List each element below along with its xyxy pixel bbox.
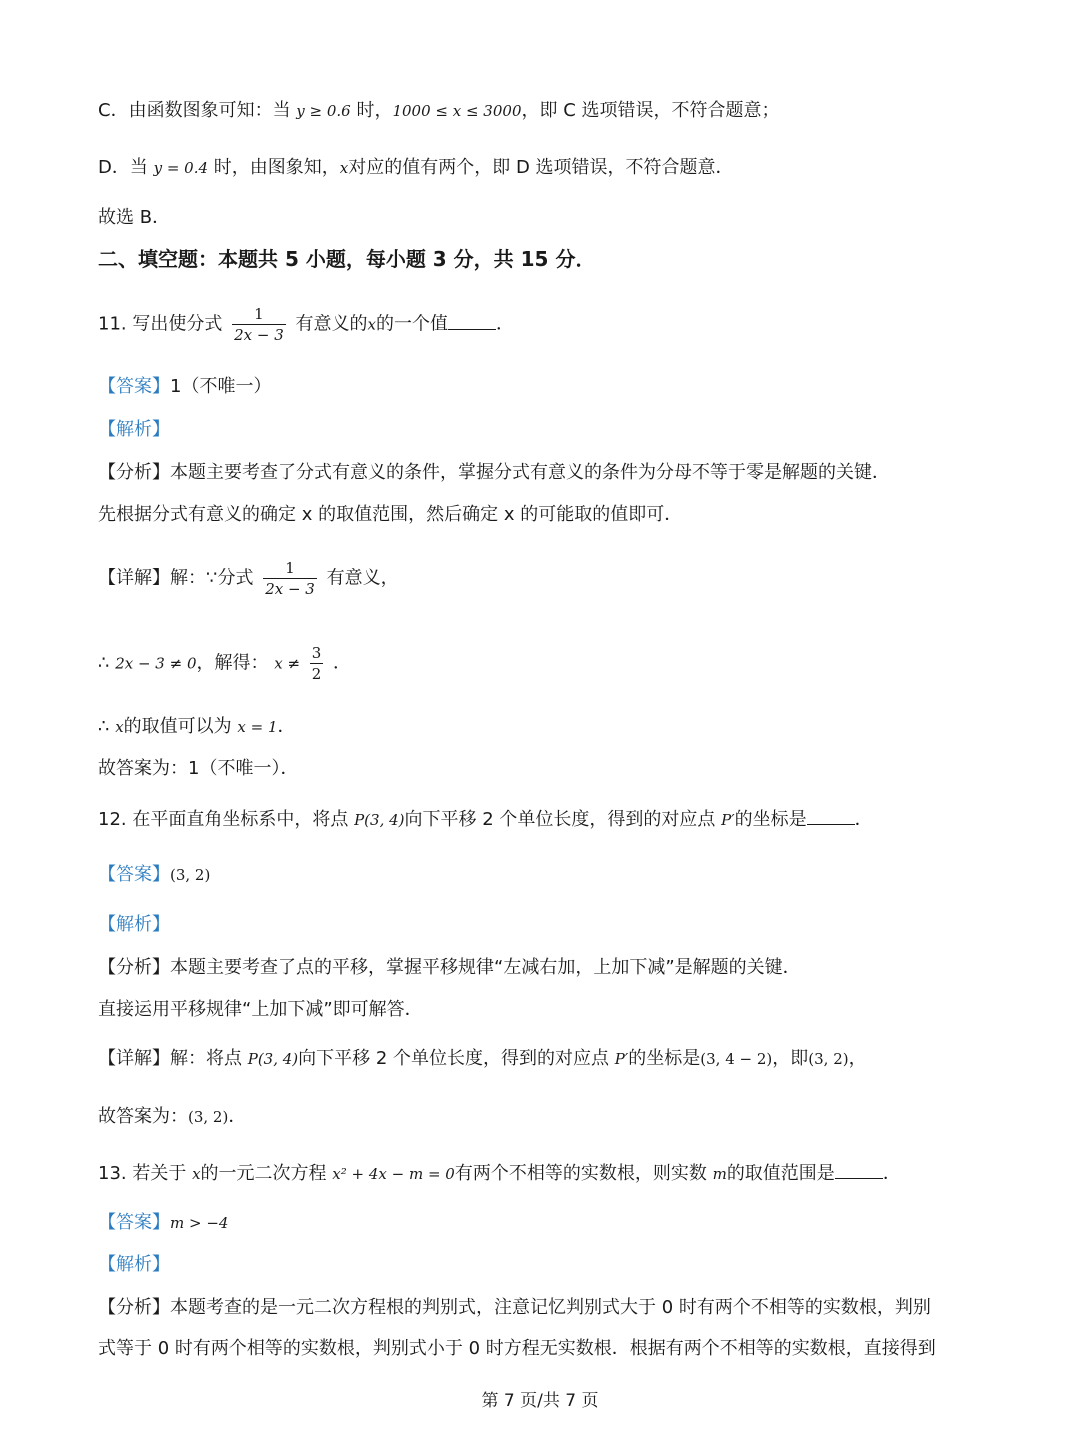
answer-line	[98, 1210, 228, 1236]
math: 1000 ≤ x ≤ 3000	[392, 102, 522, 120]
analysis-line-2: 先根据分式有意义的确定 x 的取值范围，然后确定 x 的可能取的值即可．	[98, 504, 683, 525]
fraction	[310, 643, 324, 684]
math: P(3, 4)	[354, 811, 405, 829]
text: 向下平移 2 个单位长度，得到的对应点	[404, 809, 722, 830]
analysis-tag: 【分析】	[98, 957, 170, 978]
answer-blank	[448, 311, 496, 330]
answer-tag: 【答案】	[98, 1212, 170, 1233]
math: (3, 2)	[188, 1108, 229, 1126]
text: ．	[854, 809, 873, 830]
section-heading: 二、填空题：本题共 5 小题，每小题 3 分，共 15 分．	[98, 247, 596, 271]
math: (3, 4 − 2)	[700, 1050, 773, 1068]
text: ．	[277, 716, 296, 737]
math: x	[115, 718, 124, 736]
analysis-tag: 【分析】	[98, 1297, 170, 1318]
step-1	[98, 643, 351, 684]
option-c-line	[98, 98, 780, 124]
text: 的取值范围是	[726, 1163, 835, 1184]
text: 13. 若关于	[98, 1163, 193, 1184]
text: 的取值可以为	[123, 716, 238, 737]
answer-tag: 【答案】	[98, 376, 170, 397]
fraction	[263, 558, 317, 599]
final-answer: 故答案为：1（不唯一）．	[98, 758, 299, 779]
analysis-line-2: 式等于 0 时有两个相等的实数根，判别式小于 0 时方程无实数根．根据有两个不相等的实数根，直接得到	[98, 1338, 936, 1359]
option-d-line	[98, 155, 734, 181]
question-11	[98, 304, 514, 345]
jiexi-tag: 【解析】	[98, 1254, 170, 1275]
text: 向下平移 2 个单位长度，得到的对应点	[298, 1048, 615, 1069]
text: ∴	[98, 652, 116, 674]
analysis-line	[98, 460, 890, 486]
text: 的坐标是	[628, 1048, 701, 1069]
answer-tag: 【答案】	[98, 864, 170, 885]
detail-tag: 【详解】	[98, 1048, 170, 1069]
answer-line	[98, 374, 271, 400]
text: 的一个值	[375, 313, 448, 335]
answer-text: m > −4	[170, 1214, 229, 1232]
text: ，即 C 选项错误，不符合题意；	[521, 100, 780, 121]
numerator: 1	[285, 559, 295, 577]
math: y = 0.4	[153, 159, 209, 177]
math: x² + 4x − m = 0	[332, 1165, 455, 1183]
text: 故答案为：	[98, 1106, 188, 1127]
analysis-tag: 【分析】	[98, 462, 170, 483]
answer-blank	[807, 806, 855, 825]
math: x	[367, 315, 376, 334]
text: ．	[333, 652, 352, 674]
analysis-text: 本题考查的是一元二次方程根的判别式，注意记忆判别式大于 0 时有两个不相等的实数根，判别	[170, 1297, 931, 1318]
math: y ≥ 0.6	[296, 102, 351, 120]
text: 时，	[350, 100, 393, 121]
answer-text: (3, 2)	[170, 866, 211, 884]
text: 时，由图象知，	[208, 157, 340, 178]
text: C．由函数图象可知：当	[98, 100, 297, 121]
text: 有两个不相等的实数根，则实数	[454, 1163, 713, 1184]
math: P′	[721, 811, 735, 829]
jiexi-tag: 【解析】	[98, 419, 170, 440]
answer-line	[98, 862, 210, 888]
math: m	[712, 1165, 727, 1183]
math: (3, 2)	[808, 1050, 849, 1068]
text: ．	[228, 1106, 247, 1127]
text: 11. 写出使分式	[98, 313, 223, 335]
numerator: 3	[311, 644, 322, 662]
detail-line	[98, 558, 399, 599]
math: P′	[614, 1050, 629, 1068]
numerator: 1	[254, 305, 264, 323]
text: ．	[495, 313, 514, 335]
step-2	[98, 714, 296, 740]
text: ，解得：	[196, 652, 269, 674]
text: ∴	[98, 716, 116, 737]
page-footer: 第 7 页/共 7 页	[481, 1391, 599, 1411]
text: 有意义，	[326, 567, 399, 589]
choose-b-line: 故选 B．	[98, 207, 171, 228]
text: 12. 在平面直角坐标系中，将点	[98, 809, 355, 830]
analysis-line	[98, 1295, 931, 1321]
detail-line	[98, 1046, 867, 1072]
denominator: 2x − 3	[265, 580, 315, 598]
text: 解：∵分式	[170, 567, 254, 589]
analysis-line	[98, 955, 801, 981]
text: ．	[882, 1163, 901, 1184]
answer-blank	[835, 1160, 883, 1179]
answer-text: 1（不唯一）	[170, 376, 272, 397]
question-13	[98, 1160, 901, 1187]
analysis-line-2: 直接运用平移规律“上加下减”即可解答．	[98, 999, 423, 1020]
denominator: 2x − 3	[234, 326, 284, 344]
math: x = 1	[237, 718, 278, 736]
text: 解：将点	[170, 1048, 248, 1069]
jiexi-tag: 【解析】	[98, 914, 170, 935]
text: ，	[848, 1048, 867, 1069]
detail-tag: 【详解】	[98, 567, 170, 589]
text: ，即	[772, 1048, 809, 1069]
analysis-text: 本题主要考查了点的平移，掌握平移规律“左减右加，上加下减”是解题的关键．	[170, 957, 801, 978]
fraction	[232, 304, 286, 345]
question-12	[98, 806, 873, 833]
math: 2x − 3 ≠ 0	[115, 654, 197, 673]
math: x ≠	[274, 654, 301, 673]
analysis-text: 本题主要考查了分式有意义的条件，掌握分式有意义的条件为分母不等于零是解题的关键．	[170, 462, 890, 483]
text: 的坐标是	[734, 809, 807, 830]
math: P(3, 4)	[247, 1050, 299, 1068]
text: 的一元二次方程	[200, 1163, 333, 1184]
math: x	[192, 1165, 201, 1183]
text: D．当	[98, 157, 154, 178]
text: 对应的值有两个，即 D 选项错误，不符合题意．	[348, 157, 734, 178]
denominator: 2	[311, 665, 322, 683]
final-answer	[98, 1104, 246, 1130]
math: x	[339, 159, 349, 177]
text: 有意义的	[295, 313, 368, 335]
